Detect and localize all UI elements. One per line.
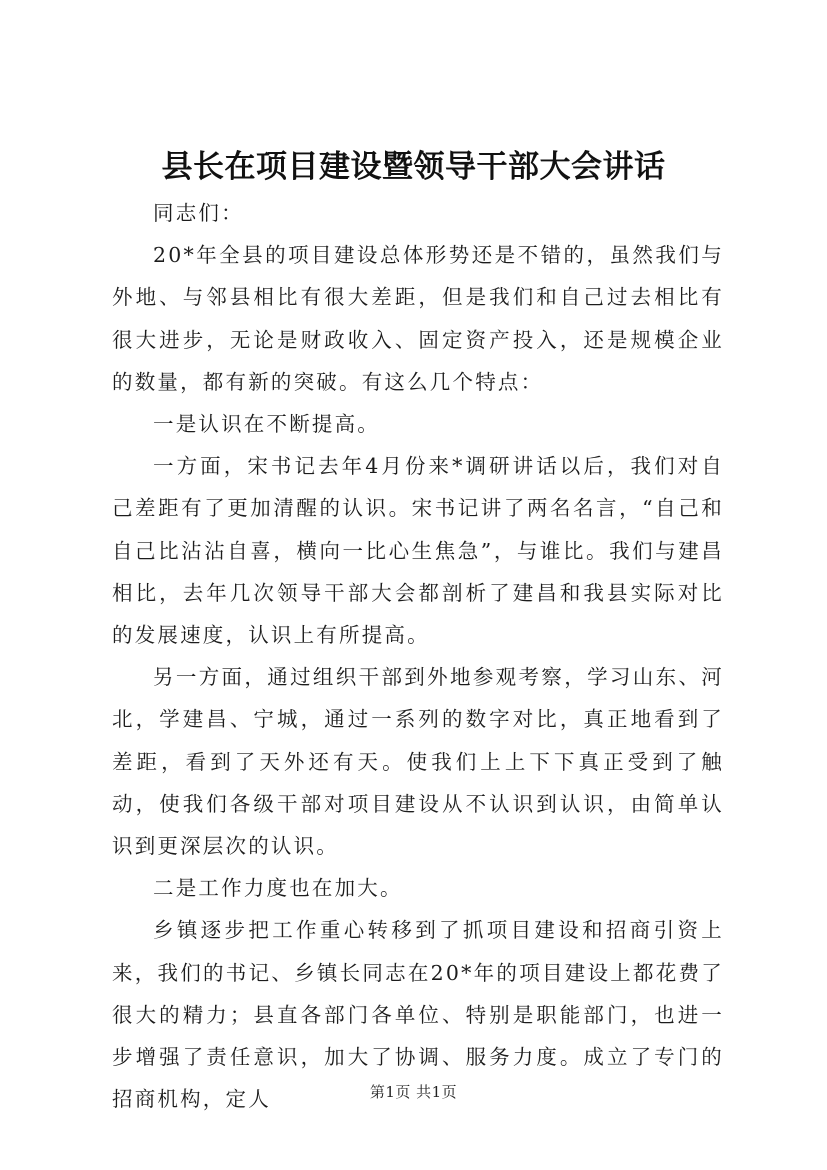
document-title: 县长在项目建设暨领导干部大会讲话 [161,149,666,185]
page-footer: 第1页 共1页 [369,1083,458,1101]
document-body [112,192,724,1120]
paragraph-one-aspect: 一方面，宋书记去年4月份来*调研讲话以后，我们对自己差距有了更加清醒的认识。宋书记讲了两名名言，“自己和自己比沾沾自喜，横向一比心生焦急”，与谁比。我们与建昌相比，去年几次领导干部大会都剖析了建昌和我县实际对比的发展速度，认识上有所提高。 [112,454,724,648]
paragraph-overview: 20*年全县的项目建设总体形势还是不错的，虽然我们与外地、与邻县相比有很大差距，但是我们和自己过去相比有很大进步，无论是财政收入、固定资产投入，还是规模企业的数量，都有新的突破。有这么几个特点： [112,243,724,394]
heading-point-one: 一是认识在不断提高。 [153,412,380,437]
paragraph-other-aspect: 另一方面，通过组织干部到外地参观考察，学习山东、河北，学建昌、宁城，通过一系列的数字对比，真正地看到了差距，看到了天外还有天。使我们上上下下真正受到了触动，使我们各级干部对项目建设从不认识到认识，由简单认识到更深层次的认识。 [112,665,724,859]
salutation: 同志们： [153,201,244,225]
paragraph-townships: 乡镇逐步把工作重心转移到了抓项目建设和招商引资上来，我们的书记、乡镇长同志在20*年的项目建设上都花费了很大的精力；县直各部门各单位、特别是职能部门，也进一步增强了责任意识，加大了协调、服务力度。成立了专门的招商机构，定人 [112,918,724,1112]
heading-point-two: 二是工作力度也在加大。 [153,876,403,901]
